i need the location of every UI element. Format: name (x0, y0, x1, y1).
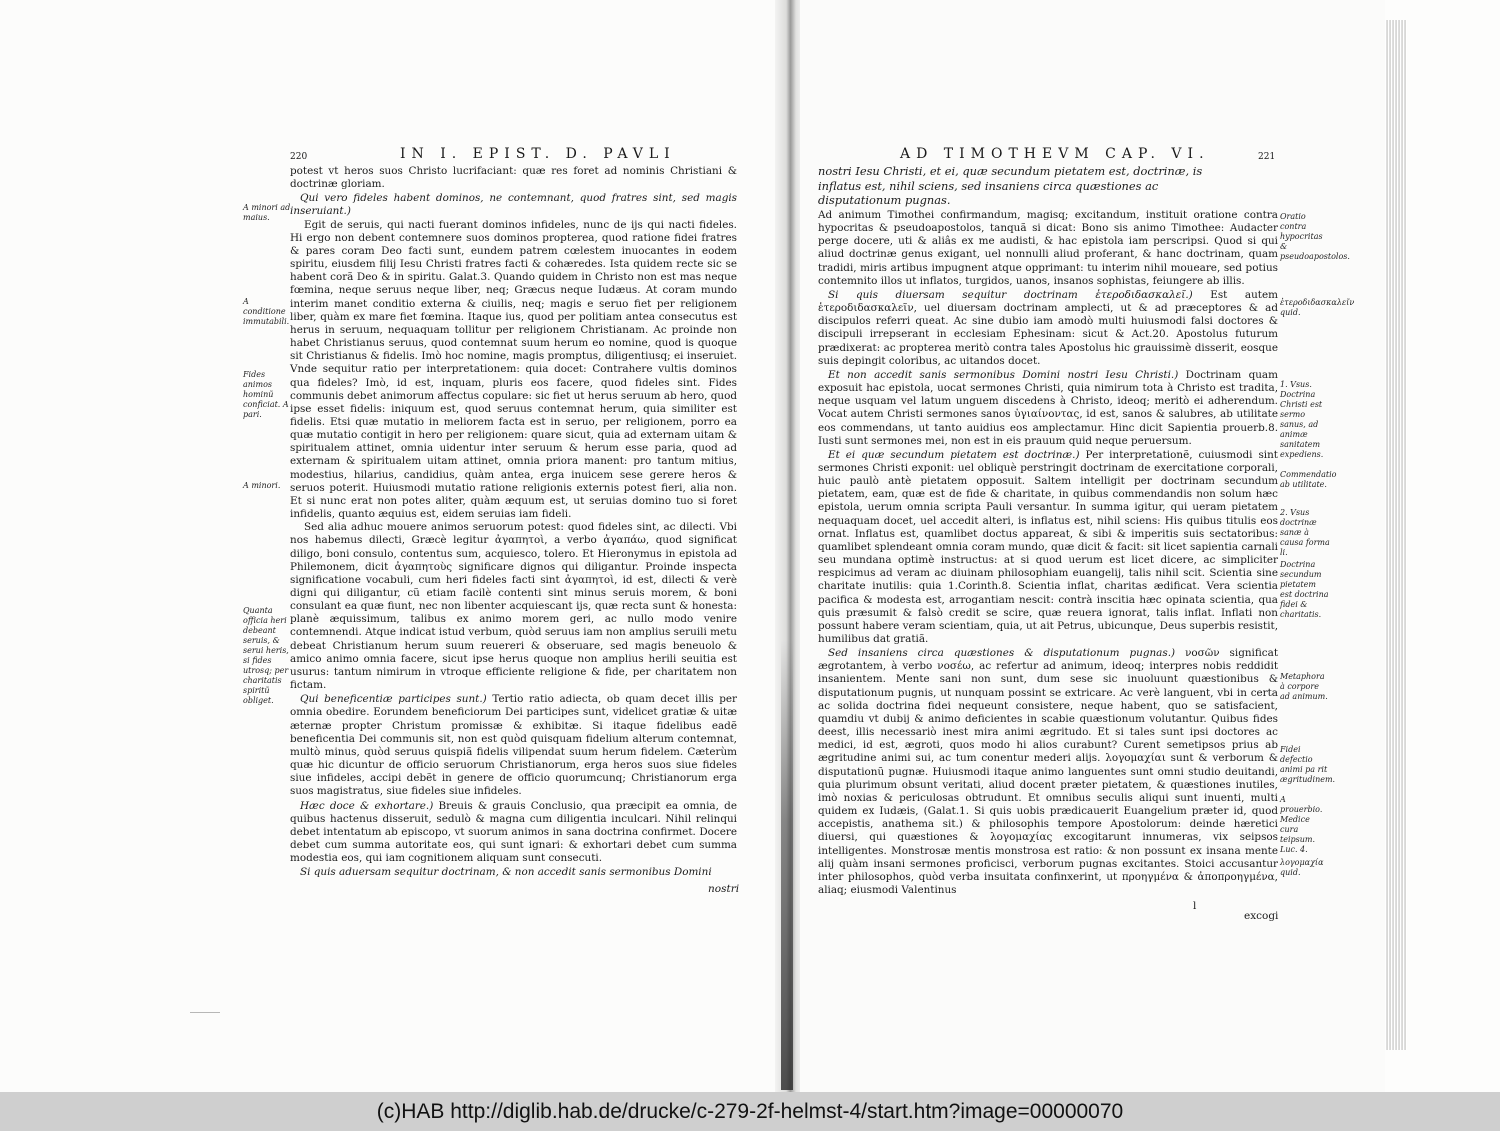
paragraph-text: Est autem ἑτεροδιδασκαλεῖν, uel diuersam doctrinam amplecti, ut & ad præceptores & ad discipulos referri queat. Ac sine dubio iam amodò multi huiusmodi falsi doctores & discipuli irrepserant in ecclesiam Ephesinam: sicut & Act.20. Apostolus futurum prædixerat: ac propterea meritò contra tales Apostolus hic grauissimè disserit, eosque suis depingit coloribus, ac uitandos docet. (818, 288, 1278, 367)
commentary-lemma (818, 289, 1278, 368)
paragraph-text: Doctrinam quam exposuit hac epistola, uocat sermones Christi, quia nimirum tota à Christo est tradita, neque usquam vel latum unguem discedens à Christo, ideoq; meritò ei adherendum. Vocat autem Christi sermones sanos ὑγιαίνοντας, id est, sanos & salubres, ab utilitate eos commendans, ut tanto auidius eos amplectamur. Hinc dicit Sapientia prouerb.8. Iusti sunt sermones mei, non est in eis prauum quid neque peruersum. (818, 368, 1278, 447)
lemma-text: Qui vero fideles habent dominos, ne contemnant, quod fratres sint, sed magis inseruiant.) (290, 192, 737, 218)
paragraph-text: Per interpretationẽ, cuiusmodi sint sermones Christi exponit: uel obliquè perstringit doctrinam de exercitatione corporali, huic paulò antè pietatem opposuit. Saltem intelligit per doctrinam secundum pietatem, eam, quæ est de fide & charitate, in quibus commendandis non solum hæc epistola, uerum omnia scripta Pauli versantur. In summa igitur, qui ueram pietatem nequaquam docet, uel accedit alteri, is inflatus est, nihil sciens: His quibus titulis eos ornat. Inflatus est, quamlibet doctus appareat, & sibi & imperitis suis sectatoribus: quamlibet splendeant omnia coram mundo, quæ dicit & facit: sit licet sapientia carnali seu mundana optimè instructus: at si quod uerum est licet dicere, ac simpliciter respicimus ad veram ac diuinam philosophiam euangelij, talis nihil scit. Scientia sine charitate inutilis: quia 1.Corinth.8. Scientia inflat, charitas ædificat. Vera scientia pacifica & modesta est, arrogantiam nescit: contrà inscitia hæc opinata scientia, qua quis præsumit & falsò credit se scire, quæ reuera ignorat, talis inflat. Inflati non possunt habere veram scientiam, quia, ut ait Petrus, ubicunque, Deus superbis resistit, humilibus dat gratiã. (818, 448, 1278, 645)
margin-note: Doctrina secundum pietatem est doctrina fidei & charitatis. (1280, 560, 1329, 619)
page-mark (190, 1012, 220, 1013)
lemma-text: Si quis aduersam sequitur doctrinam, & non accedit sanis sermonibus Domini (300, 866, 712, 879)
left-marginalia (243, 0, 295, 1000)
page-edges (1385, 20, 1407, 1050)
commentary-lemma (818, 449, 1278, 646)
left-body-text (290, 165, 737, 879)
right-folio: 221 (1258, 152, 1276, 162)
lemma-text: Hæc doce & exhortare.) (300, 799, 434, 812)
left-folio: 220 (290, 152, 308, 162)
right-running-head: AD TIMOTHEVM CAP. VI. (900, 146, 1210, 162)
right-body-text (818, 209, 1278, 897)
right-signature: l (1193, 900, 1197, 912)
margin-note: Fidei defectio animi pa rit ægritudinem. (1280, 745, 1336, 784)
margin-note: A minori ad maius. (243, 203, 291, 222)
commentary-paragraph (290, 521, 737, 692)
margin-note: A minori. (243, 481, 281, 490)
source-footer: (c)HAB http://diglib.hab.de/drucke/c-279-2f-helmst-4/start.htm?image=00000070 (0, 1092, 1500, 1131)
paragraph-text: Ad animum Timothei confirmandum, magisq; excitandum, instituit oratione contra hypocritas & pseudoapostolos, tanquã si dicat: Bono sis animo Timothee: Audacter perge docere, uti & aliâs ex me audisti, & hac epistola iam perscripsi. Quod si qui aliud doctrinæ genus exigant, uel nonnulli aliud proferant, & hanc doctrinam, quam tradidi, miris artibus impugnent atque opprimant: tu interim nihil moueare, sed potius contemnito illos ut inflatos, turgidos, uanos, insanos sophistas, feiungere ab illis. (818, 209, 1278, 287)
commentary-lemma (290, 693, 737, 798)
paragraph-text: Breuis & grauis Conclusio, qua præcipit ea omnia, de quibus hactenus disseruit, sedulò & magna cum diligentia inculcari. Nihil relinqui debet intentatum ab episcopo, vt suorum animos in sana doctrina confirmet. Docere debet cum summa autoritate eos, qui sunt ignari: & exhortari debet cum summa modestia eos, qui iam cognitionem aliquam sunt consecuti. (290, 799, 737, 865)
gutter-shadow (781, 640, 793, 1090)
lemma-text: Et non accedit sanis sermonibus Domini nostri Iesu Christi.) (828, 368, 1179, 381)
lemma-text: Sed insaniens circa quæstiones & disputationum pugnas.) (828, 647, 1176, 660)
margin-note: Fides animos hominũ conficiat. A pari. (243, 370, 289, 419)
commentary-paragraph (818, 209, 1278, 288)
margin-note: Metaphora à corpore ad animum. (1280, 672, 1328, 701)
lemma-text: Qui beneficentiæ participes sunt.) (300, 693, 487, 706)
paragraph-text: νοσῶν significat ægrotantem, à verbo νοσέω, ac refertur ad animum, ideoq; interpres nobis reddidit insanientem. Mente sani non sunt, dum sese sic inuoluunt quæstionibus & disputationum pugnis, ut nunquam possint se extricare. Ac verè languent, vbi in certa ac solida doctrina fidei nequeunt consistere, neque habent, quo se satisfacient, quamdiu vt dubij & animo deficientes in scabie quæstionum volutantur. Quibus fides deest, illis necessariò inest mira animi ægritudo. Et si tales sunt ipsi doctores ac medici, id est, ægroti, quos modo hi alios curabunt? Curent semetipsos prius ab ægritudine animi sui, ac tum conentur mederi alijs. λογομαχίαι sunt & verborum & disputationũ pugnæ. Huiusmodi itaque animo languentes sunt omni studio deuitandi, quia plurimum obsunt veritati, aliud docent præter pietatem, & quæstiones inutiles, imò noxias & periculosas obtrudunt. Et omnibus seculis aliqui sunt inuenti, multi quidem ex Iudæis, (Galat.1. Si quis uobis prædicauerit Euangelium præter id, quod accepistis, anathema sit.) & philosophis tempore Apostolorum: deinde hæretici diuersi, qui quæstiones & λογομαχίας excogitarunt innumeras, vix seipsos intelligentes. Monstrosæ mentis monstrosa est ratio: & non possunt ex insana mente alij quàm insani sermones proficisci, verborum pugnas excitantes. Stoici accusantur inter philosophos, quòd verba insuitata confinxerint, ut προηγμένα & ἀποπροηγμένα, aliaq; eiusmodi Valentinus (818, 647, 1278, 896)
right-catchword: excogi (1244, 910, 1279, 922)
right-heading-lemma: nostri Iesu Christi, et ei, quæ secundum pietatem est, doctrinæ, is inflatus est, nihil sciens, sed insaniens circa quæstiones ac disputationum pugnas. (818, 164, 1203, 208)
left-running-head: IN I. EPIST. D. PAVLI (400, 146, 676, 162)
lemma-text: Et ei quæ secundum pietatem est doctrinæ.) (828, 448, 1080, 461)
commentary-paragraph (290, 165, 737, 191)
paragraph-text: Tertio ratio adiecta, ob quam decet illis per omnia obedire. Eorundem beneficiorum Dei participes sunt, videlicet gratiæ & uitæ æternæ propter Christum promissæ & exhibitæ. Si itaque fidelibus eadẽ beneficentia Dei communis sit, non est quòd quisquam fidelium alterum contemnat, multò minus, quòd seruus quispiã fidelis vilipendat suum herum fidelem. Cæterùm quæ hic dicuntur de officio seruorum Christianorum, erga heros suos siue fideles siue infideles, accipi debẽt in genere de officio quorumcunq; Christianorum erga suos magistratus, siue fideles siue infideles. (290, 693, 737, 798)
lemma-text: Si quis diuersam sequitur doctrinam ἑτεροδιδασκαλεῖ.) (828, 288, 1193, 301)
commentary-lemma (290, 866, 737, 879)
paragraph-text: Egit de seruis, qui nacti fuerant dominos infideles, nunc de ijs qui nacti fideles. Hi ergo non debent contemnere suos dominos propterea, quod ratione fidei fratres & pares coram Deo facti sunt, eundem patrem cœlestem inuocantes in eodem spiritu, eiusdem filij Iesu Christi fratres facti & cohæredes. Ista quidem recte sic se habent corã Deo & in spiritu. Galat.3. Quando quidem in Christo non est mas neque fœmina, neque seruus neque liber, neq; Græcus neque Iudæus. At coram mundo interim manet conditio externa & ciuilis, neq; magis e seruo fiet per religionem liber, quàm ex mare fiet fœmina. Itaque ius, quod per politiam antea consecutus est herus in seruum, nequaquam tollitur per religionem Christianam. Ac proinde non habet Christianus seruus, quod contemnat suum herum eo nomine, quod is quoque sit Christianus & fidelis. Imò hoc nomine, magis promptus, diligentiusq; ei inseruiet. Vnde sequitur ratio per interpretationem: quia docet: Contrahere vultis dominos qua fideles? Imò, id est, inquam, pluris eos facere, quod fideles sint. Fides communis debet animorum affectus copulare: sic fiet ut herus seruum ab hero, quod ipse esset fidelis: iniquum est, quod seruus contemnat herum, quia similiter est fidelis. Etsi quæ mutatio in meliorem facta est in seruo, per religionem, porro ea quæ mutatio contigit in hero per religionem: quare sicut, quia ad externam uitam & spiritualem attinet, omnia uidentur inter seruum & herum esse paria, quod ad externam & spiritualem uitam attinet, omnia priora manent: pro tantum mitius, modestius, hilarius, candidius, quàm antea, erga inuicem sese gerere heros & seruos poterit. Huiusmodi mutatio ratione religionis externis potest fieri, alia non. Et si nunc erat non potes aliter, quàm æquum est, ut seruias domino tuo si foret infidelis, quanto æquius est, eidem seruias iam fideli. (290, 218, 737, 521)
margin-note: 1. Vsus. Doctrina Christi est sermo sanus, ad animæ sanitatem expediens. (1280, 380, 1324, 459)
commentary-paragraph (290, 219, 737, 522)
paragraph-text: potest vt heros suos Christo lucrifaciant: quæ res foret ad nominis Christiani & doctrinæ gloriam. (290, 165, 737, 191)
commentary-lemma (818, 647, 1278, 897)
margin-note: A conditione immutabili. (243, 297, 290, 326)
commentary-lemma (290, 800, 737, 866)
paragraph-text: Sed alia adhuc mouere animos seruorum potest: quod fideles sint, ac dilecti. Vbi nos habemus dilecti, Græcè legitur ἀγαπητοὶ, a verbo ἀγαπάω, quod significat diligo, boni consulo, contentus sum, acquiesco, tolero. Et Hieronymus in epistola ad Philemonem, dicit ἀγαπητοὺς significare dignos qui diligantur. Proinde inspecta significatione vocabuli, cum heri fideles facti sint ἀγαπητοὶ, id est, dilecti & verè digni qui diligantur, cũ etiam facilè contenti sint minus seruis morem, & boni consulant ea quæ fiunt, nec non libenter acquiescant ijs, quæ recta sunt & honesta: planè æquissimum, talibus ex animo morem geri, ac nullo modo venire contemnendi. Atque indicat istud verbum, quòd seruus iam non amplius seruili metu debeat Christianum herum suum reuereri & obseruare, sed magis beneuolo & amico animo omnia facere, sicut ipse herus quoque non amplius herili seuitia est usurus: tantum nimirum in vtroque efficiente religione & fide, per charitatem non fictam. (290, 521, 737, 692)
left-catchword: nostri (708, 883, 740, 895)
margin-note: Commendatio ab utilitate. (1280, 470, 1337, 489)
commentary-lemma (818, 369, 1278, 448)
margin-note: λογομαχία quid. (1280, 858, 1324, 877)
right-marginalia (1280, 0, 1355, 1000)
margin-note: 2. Vsus doctrinæ sanæ à causa forma li. (1280, 508, 1330, 557)
commentary-lemma (290, 192, 737, 218)
margin-note: A prouerbio. Medice cura teipsum. Luc. 4. (1280, 795, 1323, 854)
margin-note: Oratio contra hypocritas & pseudoapostolos. (1280, 212, 1350, 261)
margin-note: Quanta officia heri debeant seruis, & serui heris, si fides utrosq; per charitatis spiritũ obliget. (243, 606, 289, 705)
margin-note: ἑτεροδιδασκαλεῖν quid. (1280, 298, 1355, 317)
